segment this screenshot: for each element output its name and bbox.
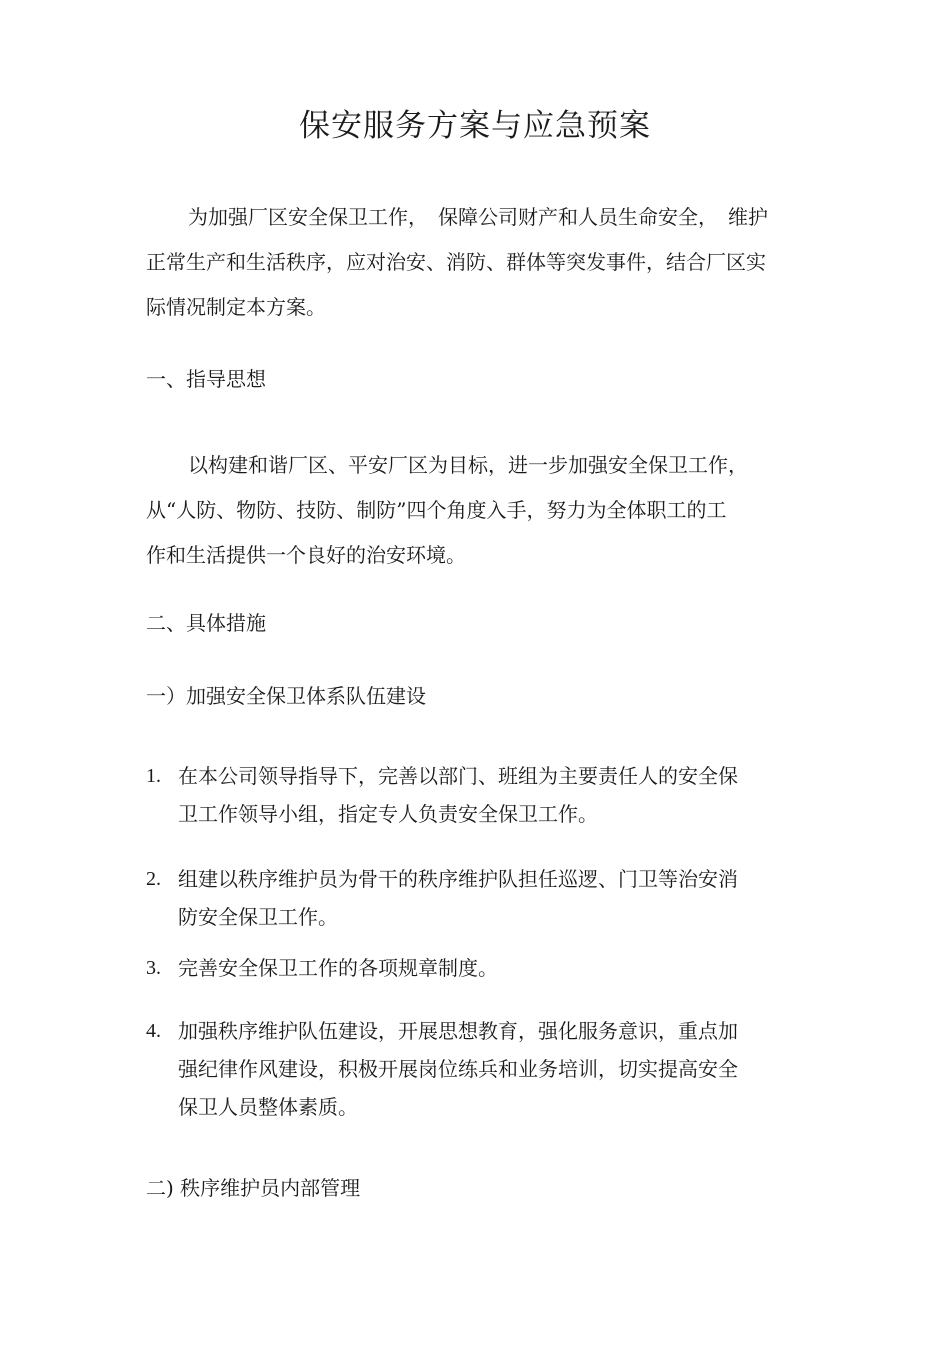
section1-line: 作和生活提供一个良好的治安环境。	[146, 543, 466, 567]
list-item-line: 卫工作领导小组，指定专人负责安全保卫工作。	[178, 802, 598, 826]
subsection2-heading: 二) 秩序维护员内部管理	[146, 1176, 361, 1200]
section2-heading: 二、具体措施	[146, 611, 266, 635]
list-item-number: 4.	[146, 1020, 161, 1042]
list-item-number: 1.	[146, 765, 161, 787]
list-item-number: 2.	[146, 868, 161, 890]
list-item-body	[178, 1012, 778, 1126]
list-item-line: 加强秩序维护队伍建设，开展思想教育，强化服务意识，重点加	[178, 1019, 738, 1043]
document-title: 保安服务方案与应急预案	[299, 108, 651, 144]
subsection1-heading: 一）加强安全保卫体系队伍建设	[146, 684, 426, 708]
section1-line: 从“人防、物防、技防、制防”四个角度入手，努力为全体职工的工	[146, 498, 727, 522]
list-item-body	[178, 949, 778, 987]
intro-line: 正常生产和生活秩序，应对治安、消防、群体等突发事件，结合厂区实	[146, 250, 766, 274]
section1-heading: 一、指导思想	[146, 367, 266, 391]
list-item-number: 3.	[146, 957, 161, 979]
list-item-line: 完善安全保卫工作的各项规章制度。	[178, 956, 498, 980]
list-item-body	[178, 757, 778, 833]
list-item-line: 保卫人员整体素质。	[178, 1095, 358, 1119]
list-item-body	[178, 860, 778, 936]
list-item-line: 组建以秩序维护员为骨干的秩序维护队担任巡逻、门卫等治安消	[178, 867, 738, 891]
intro-line: 际情况制定本方案。	[146, 295, 326, 319]
list-item-line: 防安全保卫工作。	[178, 905, 338, 929]
section1-paragraph	[146, 443, 776, 578]
section1-line: 以构建和谐厂区、平安厂区为目标，进一步加强安全保卫工作，	[188, 453, 748, 477]
intro-paragraph	[146, 195, 776, 330]
list-item-line: 在本公司领导指导下，完善以部门、班组为主要责任人的安全保	[178, 764, 738, 788]
intro-line: 为加强厂区安全保卫工作， 保障公司财产和人员生命安全， 维护	[188, 205, 768, 229]
list-item-line: 强纪律作风建设，积极开展岗位练兵和业务培训，切实提高安全	[178, 1057, 738, 1081]
